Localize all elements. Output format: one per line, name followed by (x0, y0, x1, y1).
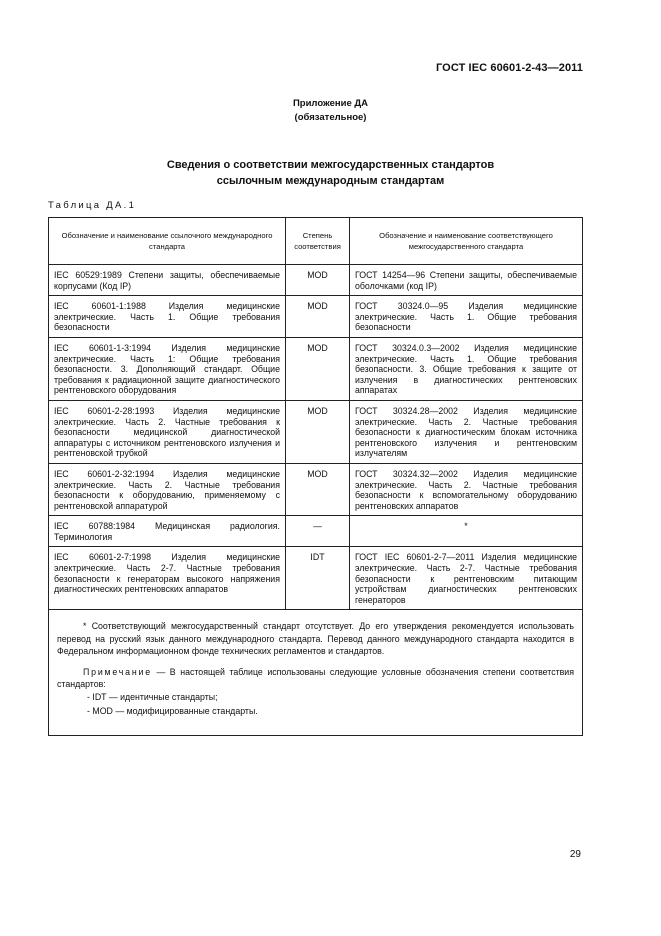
international-standard-cell: IEC 60601-2-7:1998 Изделия медицинские электрические. Часть 2-7. Частные требования безопасности к генераторам высокого напряжения диагностических рентгеновских аппаратов (49, 547, 286, 610)
appendix-status: (обязательное) (294, 112, 367, 123)
international-standard-cell: IEC 60601-1:1988 Изделия медицинские электрические. Часть 1. Общие требования безопасности (49, 296, 286, 338)
table-row (49, 547, 583, 610)
degree-cell: IDT (286, 547, 350, 610)
footnote: * Соответствующий межгосударственный стандарт отсутствует. До его утверждения рекомендуется использовать перевод на русский язык данного международного стандарта. Перевод данного международного стандарта находится в Федеральном информационном фонде технических регламентов и стандартов. (57, 621, 574, 657)
national-standard-cell: ГОСТ 30324.0.3—2002 Изделия медицинские электрические. Часть 1. Общие требования безопасности. 3. Общие требования к защите от излучения в диагностических рентгеновских аппаратах (350, 337, 583, 400)
table-row (49, 296, 583, 338)
note-label: Примечание (83, 666, 152, 677)
table-row (49, 516, 583, 547)
appendix-title (0, 97, 661, 125)
header-national-standard: Обозначение и наименование соответствующего межгосударственного стандарта (350, 218, 583, 265)
table-header-row (49, 218, 583, 265)
degree-cell: MOD (286, 463, 350, 515)
degree-cell: MOD (286, 296, 350, 338)
degree-cell: MOD (286, 400, 350, 463)
degree-cell: MOD (286, 337, 350, 400)
note-paragraph (57, 666, 574, 691)
table-row (49, 265, 583, 296)
table-row (49, 463, 583, 515)
national-standard-cell: ГОСТ 30324.32—2002 Изделия медицинские электрические. Часть 2. Частные требования безопасности к вспомогательному оборудованию рентгеновских аппаратов (350, 463, 583, 515)
page-number: 29 (569, 849, 581, 860)
note-item-mod: - MOD — модифицированные стандарты. (87, 705, 258, 716)
national-standard-cell: * (350, 516, 583, 547)
degree-cell: — (286, 516, 350, 547)
note-item-idt: - IDT — идентичные стандарты; (87, 692, 218, 703)
international-standard-cell: IEC 60601-2-28:1993 Изделия медицинские электрические. Часть 2. Частные требования к безопасности медицинской диагностической аппаратуры с источником рентгеновского излучения и рентгеновской трубкой (49, 400, 286, 463)
section-heading (0, 157, 661, 189)
document-code-header: ГОСТ IEC 60601-2-43—2011 (435, 62, 583, 74)
national-standard-cell: ГОСТ 30324.28—2002 Изделия медицинские электрические. Часть 2. Частные требования безопасности к диагностическим блокам источника рентгеновского излучения и рентгеновским излучателям (350, 400, 583, 463)
table-notes-row (49, 610, 583, 736)
national-standard-cell: ГОСТ 14254—96 Степени защиты, обеспечиваемые оболочками (код IP) (350, 265, 583, 296)
table-row (49, 400, 583, 463)
heading-line-1: Сведения о соответствии межгосударственных стандартов (166, 159, 495, 171)
heading-line-2: ссылочным международным стандартам (216, 175, 445, 187)
national-standard-cell: ГОСТ IEC 60601-2-7—2011 Изделия медицинские электрические. Часть 2-7. Частные требования безопасности к рентгеновским питающим устройствам диагностических рентгеновских генераторов (350, 547, 583, 610)
international-standard-cell: IEC 60601-2-32:1994 Изделия медицинские электрические. Часть 2. Частные требования безопасности к оборудованию, применяемому с рентгеновской аппаратурой (49, 463, 286, 515)
table-notes (49, 610, 583, 736)
header-international-standard: Обозначение и наименование ссылочного международного стандарта (49, 218, 286, 265)
international-standard-cell: IEC 60529:1989 Степени защиты, обеспечиваемые корпусами (Код IP) (49, 265, 286, 296)
note-text: — В настоящей таблице использованы следующие условные обозначения степени соответствия стандартов: (57, 666, 574, 690)
header-degree: Степень соответствия (286, 218, 350, 265)
international-standard-cell: IEC 60601-1-3:1994 Изделия медицинские электрические. Часть 1: Общие требования безопасности. 3. Дополняющий стандарт. Общие требования к радиационной защите диагностического рентгеновского оборудования (49, 337, 286, 400)
international-standard-cell: IEC 60788:1984 Медицинская радиология. Терминология (49, 516, 286, 547)
degree-cell: MOD (286, 265, 350, 296)
table-caption: Таблица ДА.1 (48, 200, 137, 211)
national-standard-cell: ГОСТ 30324.0—95 Изделия медицинские электрические. Часть 1. Общие требования безопасности (350, 296, 583, 338)
standards-correspondence-table (48, 217, 583, 736)
appendix-name: Приложение ДА (292, 98, 369, 109)
table-row (49, 337, 583, 400)
